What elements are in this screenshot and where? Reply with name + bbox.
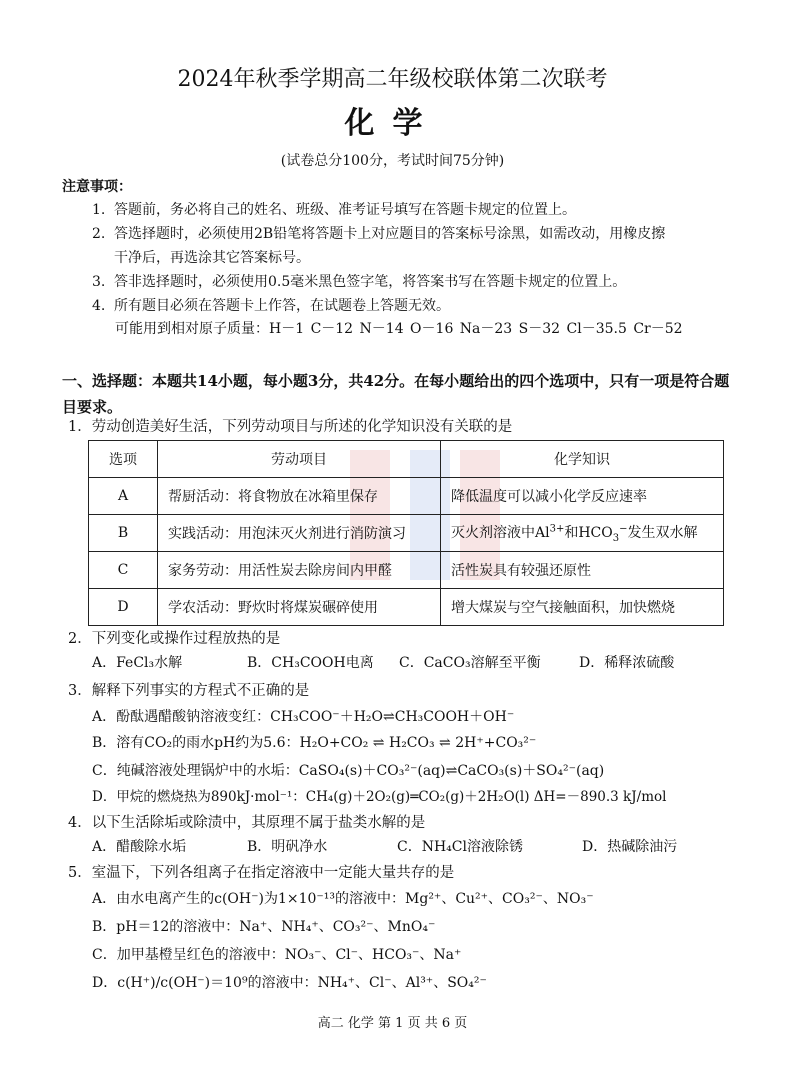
question-2-stem: 2．下列变化或操作过程放热的是 [68,631,281,647]
option-d: D．甲烷的燃烧热为890kJ·mol⁻¹：CH₄(g)＋2O₂(g)═CO₂(g)＋2H₂O(l) ΔH=－890.3 kJ/mol [92,789,667,805]
table-row [89,552,724,589]
table-cell: 家务劳动：用活性炭去除房间内甲醛 [158,552,441,589]
exam-title: 2024年秋季学期高二年级校联体第二次联考 [177,67,608,92]
question-4-options [92,836,677,858]
option-c: C．纯碱溶液处理锅炉中的水垢：CaSO₄(s)＋CO₃²⁻(aq)⇌CaCO₃(s)＋SO₄²⁻(aq) [92,763,605,779]
question-2-options [92,652,674,674]
option-a: A．由水电离产生的c(OH⁻)为1×10⁻¹³的溶液中：Mg²⁺、Cu²⁺、CO₃²⁻、NO₃⁻ [92,891,594,907]
option-d: D．c(H⁺)/c(OH⁻)＝10⁹的溶液中：NH₄⁺、Cl⁻、Al³⁺、SO₄²⁻ [92,975,487,991]
option-d: D．热碱除油污 [582,839,678,855]
table-cell: 实践活动：用泡沫灭火剂进行消防演习 [158,515,441,552]
table-cell: 降低温度可以减小化学反应速率 [441,478,724,515]
table-row [89,478,724,515]
subject-title: 化学 [344,106,441,141]
table-header-cell: 化学知识 [441,441,724,478]
table-cell: A [89,478,158,515]
note-item: 2. 答选择题时，必须使用2B铅笔将答题卡上对应题目的答案标号涂黑，如需改动，用橡皮擦 [92,226,666,242]
note-item: 4. 所有题目必须在答题卡上作答，在试题卷上答题无效。 [92,298,450,314]
table-cell: D [89,589,158,626]
question-4-stem: 4．以下生活除垢或除渍中，其原理不属于盐类水解的是 [68,815,426,831]
table-header-cell: 劳动项目 [158,441,441,478]
table-header-row [89,441,724,478]
option-c: C．CaCO₃溶解至平衡 [399,655,541,671]
atomic-masses: 可能用到相对原子质量：H－1 C－12 N－14 O－16 Na－23 S－32 Cl－35.5 Cr－52 [115,321,683,337]
table-cell: 灭火剂溶液中$Al^{3+}$和$HCO_3^-$发生双水解 [441,515,724,552]
exam-info: (试卷总分100分，考试时间75分钟) [280,153,505,169]
option-c: C．NH₄Cl溶液除锈 [397,839,523,855]
question-5-stem: 5．室温下，下列各组离子在指定溶液中一定能大量共存的是 [68,865,455,881]
option-b: B．明矾净水 [247,839,328,855]
option-a: A．醋酸除水垢 [92,839,187,855]
option-c: C．加甲基橙呈红色的溶液中：NO₃⁻、Cl⁻、HCO₃⁻、Na⁺ [92,947,462,963]
option-b: B．pH＝12的溶液中：Na⁺、NH₄⁺、CO₃²⁻、MnO₄⁻ [92,919,436,935]
question-1-stem: 1．劳动创造美好生活，下列劳动项目与所述的化学知识没有关联的是 [68,419,513,435]
option-a: A．FeCl₃水解 [92,655,183,671]
option-d: D．稀释浓硫酸 [579,655,675,671]
table-cell: B [89,515,158,552]
section-one-title: 一、选择题：本题共14小题，每小题3分，共42分。在每小题给出的四个选项中，只有一项是符合题目要求。 [62,372,730,416]
table-cell: 帮厨活动：将食物放在冰箱里保存 [158,478,441,515]
option-b: B．溶有CO₂的雨水pH约为5.6：H₂O+CO₂ ⇌ H₂CO₃ ⇌ 2H⁺+CO₃²⁻ [92,735,537,751]
table-cell: C [89,552,158,589]
question-1-table [88,440,724,626]
note-item: 1. 答题前，务必将自己的姓名、班级、准考证号填写在答题卡规定的位置上。 [92,202,576,218]
note-item: 3. 答非选择题时，必须使用0.5毫米黑色签字笔，将答案书写在答题卡规定的位置上。 [92,274,627,290]
page-footer: 高二 化学 第 1 页 共 6 页 [317,1016,468,1031]
question-3-stem: 3．解释下列事实的方程式不正确的是 [68,683,310,699]
table-cell: 增大煤炭与空气接触面积，加快燃烧 [441,589,724,626]
table-header-cell: 选项 [89,441,158,478]
table-cell: 学农活动：野炊时将煤炭碾碎使用 [158,589,441,626]
option-b: B．CH₃COOH电离 [247,655,374,671]
note-item: 干净后，再选涂其它答案标号。 [114,250,310,266]
option-a: A．酚酞遇醋酸钠溶液变红：CH₃COO⁻＋H₂O⇌CH₃COOH＋OH⁻ [92,709,515,725]
table-row [89,589,724,626]
table-cell: 活性炭具有较强还原性 [441,552,724,589]
table-row [89,515,724,552]
notes-title: 注意事项： [62,179,132,195]
